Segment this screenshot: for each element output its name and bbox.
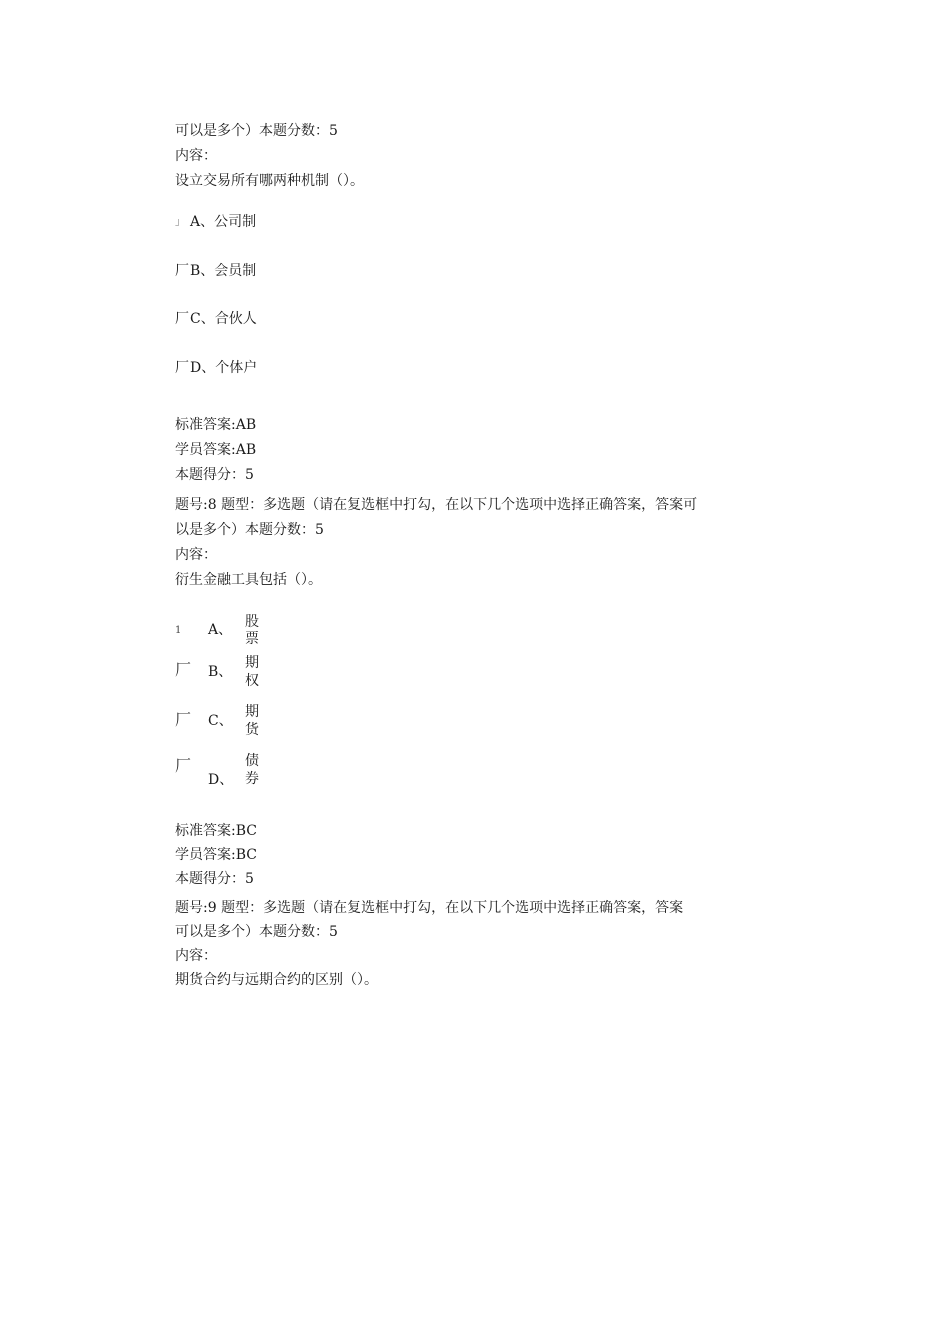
q8-header-line2: 以是多个）本题分数：5 [175,522,324,538]
q8-option-b-checkbox[interactable]: 厂 [175,660,192,679]
q8-option-d-text1: 债 [245,753,259,769]
q9-header-line1: 题号:9 题型：多选题（请在复选框中打勾，在以下几个选项中选择正确答案，答案 [175,900,684,916]
q8-option-b-text2: 权 [245,673,259,689]
q8-option-d-checkbox[interactable]: 厂 [175,756,192,775]
q8-option-d-text2: 券 [245,771,259,787]
q8-option-a-checkbox[interactable]: 1 [175,625,182,636]
q8-score: 本题得分：5 [175,871,254,887]
q7-option-b-checkbox[interactable]: 厂 [175,263,189,279]
q7-question: 设立交易所有哪两种机制（）。 [175,173,364,189]
q7-score: 本题得分：5 [175,467,254,483]
q9-question: 期货合约与远期合约的区别（）。 [175,972,378,988]
q8-content-label: 内容： [175,547,217,563]
q7-option-c-checkbox[interactable]: 厂 [175,311,189,327]
q8-question: 衍生金融工具包括（）。 [175,572,322,588]
q7-option-d-label: D、个体户 [190,360,258,376]
q8-option-d-letter: D、 [208,772,234,788]
q9-content-label: 内容： [175,948,217,964]
q8-standard-answer: 标准答案:BC [175,823,257,839]
q8-option-a-text1: 股 [245,614,259,630]
q7-option-d-checkbox[interactable]: 厂 [175,360,189,376]
q7-option-a-label: A、公司制 [190,214,257,230]
q8-option-c-checkbox[interactable]: 厂 [175,710,192,729]
q8-option-a-letter: A、 [208,622,233,638]
q7-content-label: 内容： [175,148,217,164]
q7-standard-answer: 标准答案:AB [175,417,257,433]
q7-option-c-label: C、合伙人 [190,311,257,327]
q7-option-a-checkbox[interactable]: 」 [175,217,185,228]
q8-option-b-text1: 期 [245,655,259,671]
q8-header-line1: 题号:8 题型：多选题（请在复选框中打勾，在以下几个选项中选择正确答案，答案可 [175,497,698,513]
q9-header-line2: 可以是多个）本题分数：5 [175,924,338,940]
q8-option-c-text1: 期 [245,704,259,720]
q8-option-a-text2: 票 [245,631,259,647]
q8-option-b-letter: B、 [208,664,233,680]
q7-option-b-label: B、会员制 [190,263,257,279]
q8-student-answer: 学员答案:BC [175,847,257,863]
q7-header-tail: 可以是多个）本题分数：5 [175,123,338,139]
q8-option-c-text2: 货 [245,722,259,738]
q8-option-c-letter: C、 [208,713,233,729]
q7-student-answer: 学员答案:AB [175,442,257,458]
